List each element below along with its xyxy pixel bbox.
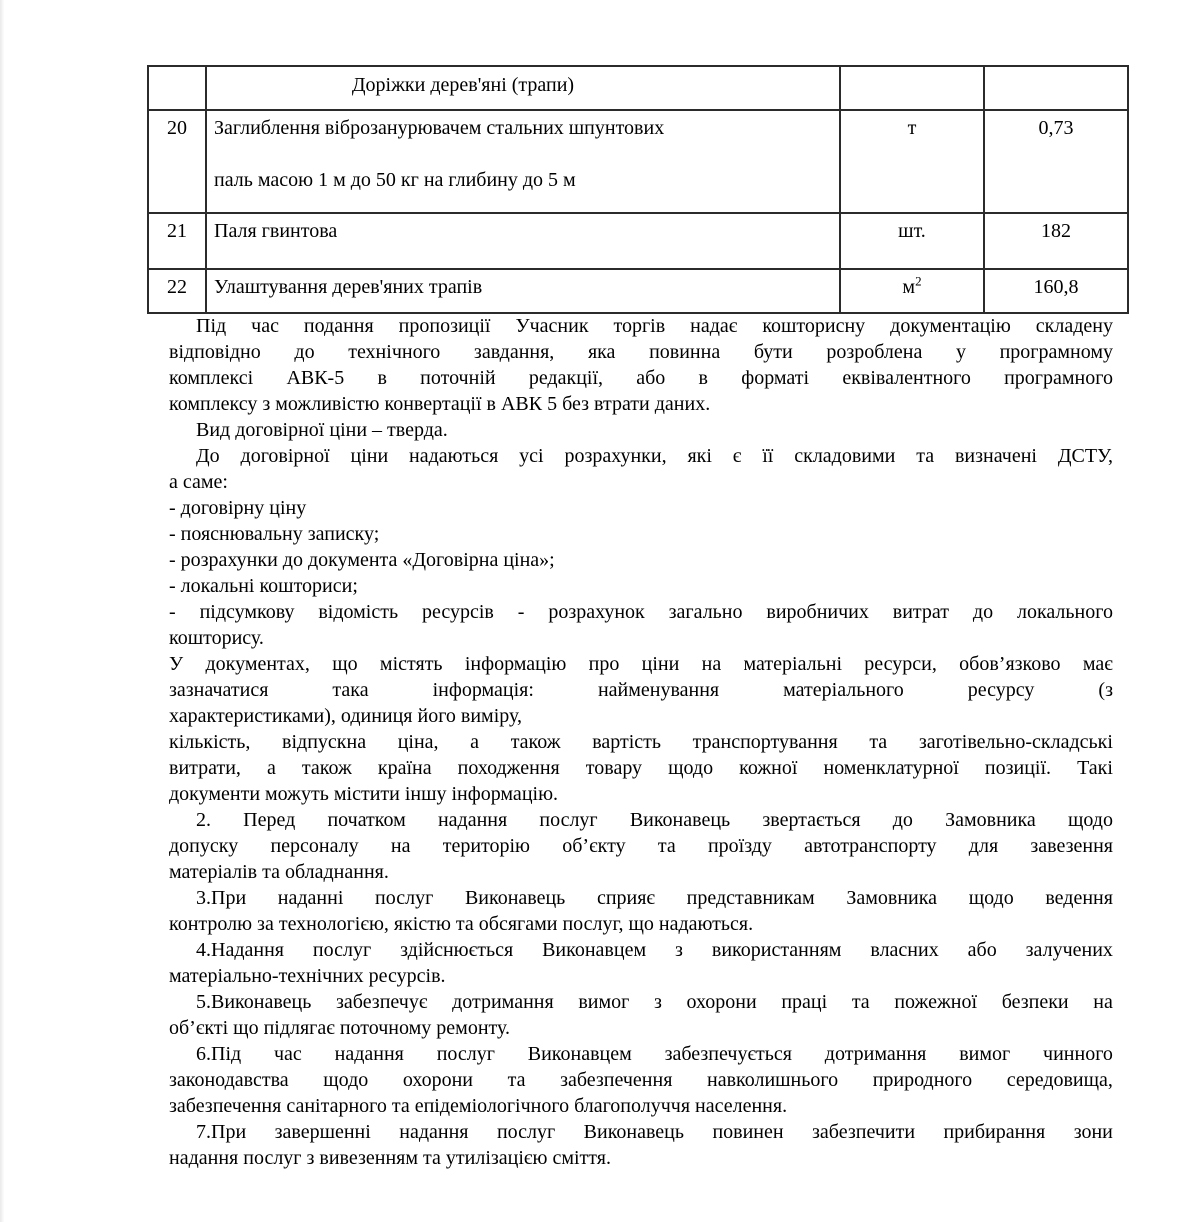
- paragraph-line: кошторису.: [169, 627, 264, 649]
- word: на: [390, 835, 411, 857]
- word: складену: [1035, 315, 1113, 337]
- word: розрахунки,: [564, 445, 667, 467]
- word: та: [869, 731, 888, 753]
- word: послуг: [375, 887, 434, 909]
- word: які: [687, 445, 712, 467]
- paragraph-line: забезпечення санітарного та епідеміологічного благополуччя населення.: [169, 1095, 788, 1117]
- word: забезпечує: [336, 991, 428, 1013]
- table-row: [148, 213, 1128, 269]
- cell-description: [206, 110, 840, 213]
- cell-unit: [840, 110, 984, 213]
- paragraph-line: [169, 677, 1113, 703]
- paragraph-line: матеріалів та обладнання.: [169, 861, 389, 883]
- paragraph-line: [169, 885, 1113, 911]
- word: наданні: [277, 887, 344, 909]
- word: для: [968, 835, 999, 857]
- word: вартість: [592, 731, 662, 753]
- paragraph-line: об’єкті що підлягає поточному ремонту.: [169, 1017, 510, 1039]
- word: та: [507, 1069, 526, 1091]
- paragraph-line: [169, 365, 1113, 391]
- cell-number: [148, 213, 206, 269]
- cell-unit-text: шт.: [898, 220, 926, 242]
- list-item: - пояснювальну записку;: [169, 523, 380, 545]
- paragraph-line: [169, 755, 1113, 781]
- paragraph-line: документи можуть містити іншу інформацію.: [169, 783, 559, 805]
- cell-quantity: [984, 213, 1128, 269]
- word: (з: [1098, 679, 1113, 701]
- word: кожної: [739, 757, 798, 779]
- word: виробничих: [766, 601, 869, 623]
- word: завдання,: [473, 341, 555, 363]
- word: ресурсу: [967, 679, 1035, 701]
- word: витрати,: [169, 757, 241, 779]
- word: також: [301, 757, 352, 779]
- word: транспортування: [692, 731, 838, 753]
- word: забезпечити: [812, 1121, 916, 1143]
- word: надання: [437, 809, 508, 831]
- word: з: [675, 939, 683, 961]
- word: та: [657, 835, 676, 857]
- word: початком: [327, 809, 406, 831]
- word: локального: [1016, 601, 1113, 623]
- word: персоналу: [270, 835, 359, 857]
- word: проїзду: [707, 835, 772, 857]
- word: програмного: [1004, 367, 1113, 389]
- header-cell-number: [148, 66, 206, 110]
- cell-number-text: 22: [167, 276, 187, 298]
- word: підсумкову: [199, 601, 295, 623]
- word: складовими: [794, 445, 896, 467]
- word: безпеки: [1001, 991, 1069, 1013]
- word: договірної: [240, 445, 330, 467]
- word: є: [732, 445, 742, 467]
- paragraph-line: [169, 833, 1113, 859]
- body-text-block: [169, 313, 1113, 1171]
- word: та: [916, 445, 935, 467]
- word: або: [636, 367, 666, 389]
- word: використанням: [711, 939, 842, 961]
- word: послуг: [539, 809, 598, 831]
- cell-number-text: 21: [167, 220, 187, 242]
- word: чинного: [1043, 1043, 1113, 1065]
- cell-quantity: [984, 110, 1128, 213]
- word: охорони: [686, 991, 757, 1013]
- word: ДСТУ,: [1057, 445, 1113, 467]
- word: ціни: [641, 653, 680, 675]
- word: -: [169, 601, 176, 623]
- word: вимог: [578, 991, 630, 1013]
- cell-unit: [840, 213, 984, 269]
- word: визначені: [954, 445, 1037, 467]
- word: витрат: [892, 601, 950, 623]
- cell-number-text: 20: [167, 117, 187, 139]
- cell-unit-text: т: [907, 117, 917, 139]
- paragraph-line: контролю за технологією, якістю та обсягами послуг, що надаються.: [169, 913, 754, 935]
- word: завезення: [1030, 835, 1113, 857]
- word: 3.При: [196, 887, 247, 909]
- cell-description-line-1: Заглиблення вібрoзанурювачем стальних шпунтових: [214, 117, 665, 139]
- word: така: [332, 679, 369, 701]
- word: щодо: [1067, 809, 1113, 831]
- paragraph-line: комплексу з можливістю конвертації в АВК 5 без втрати даних.: [169, 393, 711, 415]
- word: матеріального: [783, 679, 904, 701]
- cell-quantity-text: 160,8: [1033, 276, 1079, 298]
- word: час: [274, 1043, 302, 1065]
- word: представникам: [686, 887, 815, 909]
- word: програмному: [999, 341, 1113, 363]
- word: на: [701, 653, 722, 675]
- cell-number: [148, 269, 206, 313]
- cell-description-line-1: Улаштування дерев'яних трапів: [214, 276, 483, 298]
- word: Замовника: [846, 887, 938, 909]
- word: розрахунок: [548, 601, 645, 623]
- word: Учасник: [515, 315, 589, 337]
- cell-number: [148, 110, 206, 213]
- word: час: [251, 315, 279, 337]
- word: до: [972, 601, 994, 623]
- word: надання: [399, 1121, 469, 1143]
- cell-description-line-1: Паля гвинтова: [214, 220, 338, 242]
- word: загально: [668, 601, 743, 623]
- word: дотримання: [452, 991, 554, 1013]
- table-row: [148, 110, 1128, 213]
- word: обов’язково: [959, 653, 1061, 675]
- header-cell-unit: [840, 66, 984, 110]
- word: Під: [196, 315, 227, 337]
- paragraph-line: матеріально-технічних ресурсів.: [169, 965, 446, 987]
- word: щодо: [323, 1069, 369, 1091]
- word: її: [762, 445, 774, 467]
- word: прибирання: [943, 1121, 1046, 1143]
- word: до: [892, 809, 913, 831]
- list-item: - договірну ціну: [169, 497, 307, 519]
- word: об’єкту: [562, 835, 626, 857]
- word: пропозиції: [398, 315, 491, 337]
- word: Перед: [243, 809, 296, 831]
- word: Виконавець: [464, 887, 566, 909]
- word: найменування: [597, 679, 720, 701]
- word: власних: [870, 939, 939, 961]
- cell-unit-superscript: 2: [915, 273, 922, 289]
- word: дотримання: [824, 1043, 927, 1065]
- word: Виконавець: [629, 809, 731, 831]
- word: кількість,: [169, 731, 251, 753]
- word: Такі: [1077, 757, 1113, 779]
- word: праці: [781, 991, 828, 1013]
- word: законодавства: [169, 1069, 289, 1091]
- word: 5.Виконавець: [196, 991, 312, 1013]
- word: а: [266, 757, 276, 779]
- word: матеріальні: [743, 653, 842, 675]
- word: щодо: [968, 887, 1014, 909]
- word: допуску: [169, 835, 239, 857]
- word: номенклатурної: [823, 757, 959, 779]
- word: позиції.: [984, 757, 1052, 779]
- word: завершенні: [274, 1121, 371, 1143]
- word: надаються: [409, 445, 499, 467]
- word: навколишнього: [707, 1069, 839, 1091]
- word: ціна,: [397, 731, 439, 753]
- word: форматі: [741, 367, 810, 389]
- paragraph-line: [169, 729, 1113, 755]
- word: у: [955, 341, 966, 363]
- paragraph-line: Вид договірної ціни – тверда.: [196, 419, 448, 441]
- word: відомість: [318, 601, 399, 623]
- word: на: [1093, 991, 1113, 1013]
- cell-unit-text: м: [902, 276, 916, 298]
- word: повинен: [712, 1121, 784, 1143]
- word: документах,: [205, 653, 310, 675]
- quantity-table: [147, 65, 1129, 314]
- word: відпускна: [282, 731, 367, 753]
- word: бути: [753, 341, 793, 363]
- word: еквівалентного: [842, 367, 971, 389]
- word: послуг: [436, 1043, 495, 1065]
- word: документацію: [890, 315, 1011, 337]
- word: до: [294, 341, 315, 363]
- word: надає: [690, 315, 738, 337]
- word: щодо: [668, 757, 714, 779]
- header-cell-description: [206, 66, 840, 110]
- word: 6.Під: [196, 1043, 242, 1065]
- word: інформацію: [464, 653, 567, 675]
- word: ціни: [350, 445, 389, 467]
- word: ресурсів: [422, 601, 494, 623]
- table-row: [148, 269, 1128, 313]
- word: 7.При: [196, 1121, 247, 1143]
- word: інформація:: [432, 679, 534, 701]
- word: товару: [585, 757, 643, 779]
- word: а: [470, 731, 480, 753]
- word: ведення: [1045, 887, 1113, 909]
- cell-unit: [840, 269, 984, 313]
- word: здійснюється: [400, 939, 514, 961]
- paragraph-line: [169, 339, 1113, 365]
- cell-unit-block: [841, 270, 983, 299]
- paragraph-line: [169, 443, 1113, 469]
- cell-description-block: [207, 111, 839, 192]
- word: та: [851, 991, 870, 1013]
- word: звертається: [762, 809, 861, 831]
- header-cell-quantity: [984, 66, 1128, 110]
- list-item: [169, 599, 1113, 625]
- cell-quantity-text: 0,73: [1038, 117, 1074, 139]
- table-body: [148, 66, 1128, 313]
- word: забезпечується: [664, 1043, 792, 1065]
- paragraph-line: [169, 807, 1113, 833]
- word: пожежної: [894, 991, 978, 1013]
- paragraph-line: [169, 1041, 1113, 1067]
- word: залучених: [1025, 939, 1113, 961]
- word: повинна: [649, 341, 721, 363]
- paragraph-line: [169, 989, 1113, 1015]
- cell-description: [206, 213, 840, 269]
- table-row-header: [148, 66, 1128, 110]
- paragraph-line: надання послуг з вивезенням та утилізацією сміття.: [169, 1147, 611, 1169]
- word: торгів: [613, 315, 666, 337]
- word: про: [588, 653, 620, 675]
- word: -: [517, 601, 525, 623]
- word: У: [169, 653, 184, 675]
- word: 2.: [196, 809, 211, 831]
- cell-quantity: [984, 269, 1128, 313]
- word: країна: [377, 757, 432, 779]
- word: поточній: [420, 367, 496, 389]
- word: ресурси,: [864, 653, 937, 675]
- list-item: - локальні кошториси;: [169, 575, 358, 597]
- word: Виконавець: [583, 1121, 685, 1143]
- word: відповідно: [169, 341, 261, 363]
- word: сприяє: [596, 887, 656, 909]
- word: 4.Надання: [196, 939, 284, 961]
- word: послуг: [496, 1121, 556, 1143]
- word: територію: [442, 835, 530, 857]
- word: надання: [334, 1043, 404, 1065]
- header-title-text: Доріжки дерев'яні (трапи): [351, 74, 575, 96]
- word: яка: [587, 341, 616, 363]
- word: походження: [457, 757, 560, 779]
- word: зони: [1073, 1121, 1113, 1143]
- word: усі: [519, 445, 544, 467]
- word: що: [332, 653, 358, 675]
- paragraph-line: [169, 1119, 1113, 1145]
- paragraph-line: а саме:: [169, 471, 228, 493]
- paragraph-line: [169, 651, 1113, 677]
- word: забезпечення: [560, 1069, 673, 1091]
- word: редакції,: [528, 367, 604, 389]
- word: також: [510, 731, 561, 753]
- cell-description-line-2: паль масою 1 м до 50 кг на глибину до 5 м: [214, 169, 576, 191]
- word: з: [653, 991, 662, 1013]
- word: комплексі: [169, 367, 254, 389]
- word: вимог: [959, 1043, 1011, 1065]
- word: середовища,: [1006, 1069, 1113, 1091]
- word: охорони: [402, 1069, 474, 1091]
- paragraph-line: [169, 313, 1113, 339]
- word: розроблена: [826, 341, 923, 363]
- word: АВК-5: [286, 367, 345, 389]
- word: заготівельно-складські: [918, 731, 1113, 753]
- word: в: [698, 367, 708, 389]
- word: Виконавцем: [527, 1043, 632, 1065]
- word: До: [196, 445, 220, 467]
- word: має: [1082, 653, 1113, 675]
- word: автотранспорту: [804, 835, 937, 857]
- word: природного: [872, 1069, 973, 1091]
- word: в: [377, 367, 387, 389]
- list-item: - розрахунки до документа «Договірна ціна»;: [169, 549, 555, 571]
- paragraph-line: [169, 1067, 1113, 1093]
- paragraph-line: характеристиками), одиниця його виміру,: [169, 705, 523, 727]
- word: послуг: [312, 939, 372, 961]
- word: технічного: [348, 341, 441, 363]
- word: подання: [303, 315, 374, 337]
- word: кошторисну: [762, 315, 866, 337]
- cell-quantity-text: 182: [1041, 220, 1071, 242]
- paragraph-line: [169, 937, 1113, 963]
- word: зазначатися: [169, 679, 269, 701]
- cell-description: [206, 269, 840, 313]
- word: або: [967, 939, 997, 961]
- word: Виконавцем: [542, 939, 647, 961]
- word: Замовника: [945, 809, 1036, 831]
- word: містять: [379, 653, 443, 675]
